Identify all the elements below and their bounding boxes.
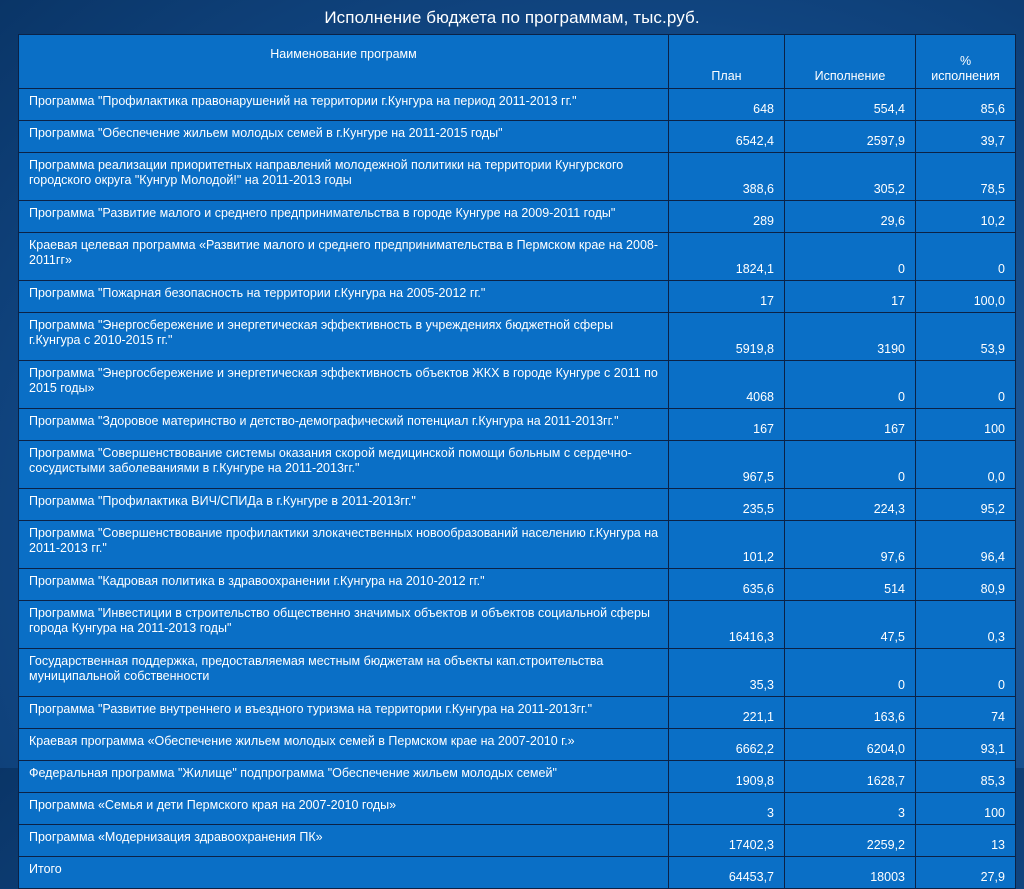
table-row [19,121,1016,153]
cell-plan: 1909,8 [669,761,785,793]
cell-execution: 224,3 [785,489,916,521]
cell-program-name: Программа "Совершенствование профилактики злокачественных новообразований населению г.Кунгура на 2011-2013 гг." [19,521,669,569]
header-plan: План [669,35,785,89]
table-row [19,281,1016,313]
cell-program-name: Программа "Пожарная безопасность на территории г.Кунгура на 2005-2012 гг." [19,281,669,313]
table-row [19,569,1016,601]
table-row [19,201,1016,233]
cell-program-name: Краевая программа «Обеспечение жильем молодых семей в Пермском крае на 2007-2010 г.» [19,729,669,761]
cell-percent: 100 [916,409,1016,441]
cell-program-name: Программа "Совершенствование системы оказания скорой медицинской помощи больным с сердечно-сосудистыми заболеваниями в г.Кунгуре на 2011-2013гг." [19,441,669,489]
table-row [19,361,1016,409]
table-header-row [19,35,1016,89]
cell-program-name: Программа реализации приоритетных направлений молодежной политики на территории Кунгурского городского округа "Кунгур Молодой!" на 2011-2013 годы [19,153,669,201]
table-row [19,313,1016,361]
total-row [19,857,1016,889]
cell-program-name: Программа "Профилактика правонарушений на территории г.Кунгура на период 2011-2013 гг." [19,89,669,121]
header-percent-symbol: % [959,54,972,68]
cell-percent: 80,9 [916,569,1016,601]
cell-plan: 4068 [669,361,785,409]
header-name: Наименование программ [19,35,669,89]
cell-program-name: Программа "Здоровое материнство и детство-демографический потенциал г.Кунгура на 2011-2013гг." [19,409,669,441]
cell-plan: 101,2 [669,521,785,569]
cell-execution: 2259,2 [785,825,916,857]
cell-execution: 97,6 [785,521,916,569]
cell-percent: 13 [916,825,1016,857]
cell-program-name: Программа "Профилактика ВИЧ/СПИДа в г.Кунгуре в 2011-2013гг." [19,489,669,521]
table-row [19,825,1016,857]
cell-percent: 39,7 [916,121,1016,153]
cell-execution: 2597,9 [785,121,916,153]
cell-percent: 0 [916,361,1016,409]
table-row [19,649,1016,697]
cell-percent: 0 [916,649,1016,697]
table-row [19,441,1016,489]
cell-percent: 0,3 [916,601,1016,649]
cell-plan: 167 [669,409,785,441]
cell-execution: 29,6 [785,201,916,233]
cell-program-name: Программа "Кадровая политика в здравоохранении г.Кунгура на 2010-2012 гг." [19,569,669,601]
cell-plan: 3 [669,793,785,825]
budget-table [18,34,1016,889]
cell-program-name: Итого [19,857,669,889]
cell-plan: 64453,7 [669,857,785,889]
cell-program-name: Программа «Семья и дети Пермского края на 2007-2010 годы» [19,793,669,825]
table-row [19,521,1016,569]
cell-percent: 78,5 [916,153,1016,201]
cell-percent: 96,4 [916,521,1016,569]
cell-execution: 167 [785,409,916,441]
cell-execution: 3190 [785,313,916,361]
cell-execution: 514 [785,569,916,601]
cell-program-name: Государственная поддержка, предоставляемая местным бюджетам на объекты кап.строительства муниципальной собственности [19,649,669,697]
table-row [19,601,1016,649]
table-row [19,153,1016,201]
cell-plan: 5919,8 [669,313,785,361]
cell-plan: 648 [669,89,785,121]
cell-execution: 0 [785,233,916,281]
cell-execution: 305,2 [785,153,916,201]
cell-execution: 0 [785,361,916,409]
table-row [19,89,1016,121]
cell-plan: 967,5 [669,441,785,489]
cell-percent: 0 [916,233,1016,281]
cell-plan: 35,3 [669,649,785,697]
cell-plan: 388,6 [669,153,785,201]
header-percent-label: исполнения [931,69,1000,83]
cell-percent: 0,0 [916,441,1016,489]
cell-percent: 95,2 [916,489,1016,521]
cell-percent: 93,1 [916,729,1016,761]
table-row [19,729,1016,761]
table-row [19,761,1016,793]
cell-execution: 163,6 [785,697,916,729]
table-row [19,409,1016,441]
cell-percent: 85,6 [916,89,1016,121]
cell-plan: 16416,3 [669,601,785,649]
header-percent [916,35,1016,89]
cell-plan: 17402,3 [669,825,785,857]
cell-percent: 27,9 [916,857,1016,889]
cell-execution: 0 [785,649,916,697]
cell-program-name: Программа "Обеспечение жильем молодых семей в г.Кунгуре на 2011-2015 годы" [19,121,669,153]
cell-percent: 100 [916,793,1016,825]
cell-program-name: Федеральная программа "Жилище" подпрограмма "Обеспечение жильем молодых семей" [19,761,669,793]
cell-percent: 10,2 [916,201,1016,233]
cell-plan: 6542,4 [669,121,785,153]
cell-plan: 6662,2 [669,729,785,761]
cell-plan: 289 [669,201,785,233]
cell-program-name: Программа "Развитие малого и среднего предпринимательства в городе Кунгуре на 2009-2011 годы" [19,201,669,233]
table-row [19,489,1016,521]
cell-program-name: Программа "Развитие внутреннего и въездного туризма на территории г.Кунгура на 2011-2013гг." [19,697,669,729]
cell-execution: 3 [785,793,916,825]
cell-percent: 85,3 [916,761,1016,793]
cell-percent: 74 [916,697,1016,729]
cell-execution: 47,5 [785,601,916,649]
cell-execution: 1628,7 [785,761,916,793]
cell-program-name: Программа "Инвестиции в строительство общественно значимых объектов и объектов социальной сферы города Кунгура на 2011-2013 годы" [19,601,669,649]
cell-program-name: Программа «Модернизация здравоохранения ПК» [19,825,669,857]
cell-execution: 554,4 [785,89,916,121]
cell-program-name: Программа "Энергосбережение и энергетическая эффективность объектов ЖКХ в городе Кунгуре с 2011 по 2015 годы» [19,361,669,409]
cell-plan: 17 [669,281,785,313]
cell-execution: 0 [785,441,916,489]
header-execution: Исполнение [785,35,916,89]
cell-plan: 1824,1 [669,233,785,281]
table-row [19,793,1016,825]
page-title: Исполнение бюджета по программам, тыс.руб. [324,8,700,27]
cell-program-name: Программа "Энергосбережение и энергетическая эффективность в учреждениях бюджетной сферы г.Кунгура с 2010-2015 гг." [19,313,669,361]
cell-execution: 17 [785,281,916,313]
cell-percent: 100,0 [916,281,1016,313]
cell-percent: 53,9 [916,313,1016,361]
cell-execution: 18003 [785,857,916,889]
cell-program-name: Краевая целевая программа «Развитие малого и среднего предпринимательства в Пермском крае на 2008-2011гг» [19,233,669,281]
cell-plan: 235,5 [669,489,785,521]
table-row [19,697,1016,729]
cell-execution: 6204,0 [785,729,916,761]
cell-plan: 221,1 [669,697,785,729]
cell-plan: 635,6 [669,569,785,601]
table-body [19,89,1016,889]
table-row [19,233,1016,281]
